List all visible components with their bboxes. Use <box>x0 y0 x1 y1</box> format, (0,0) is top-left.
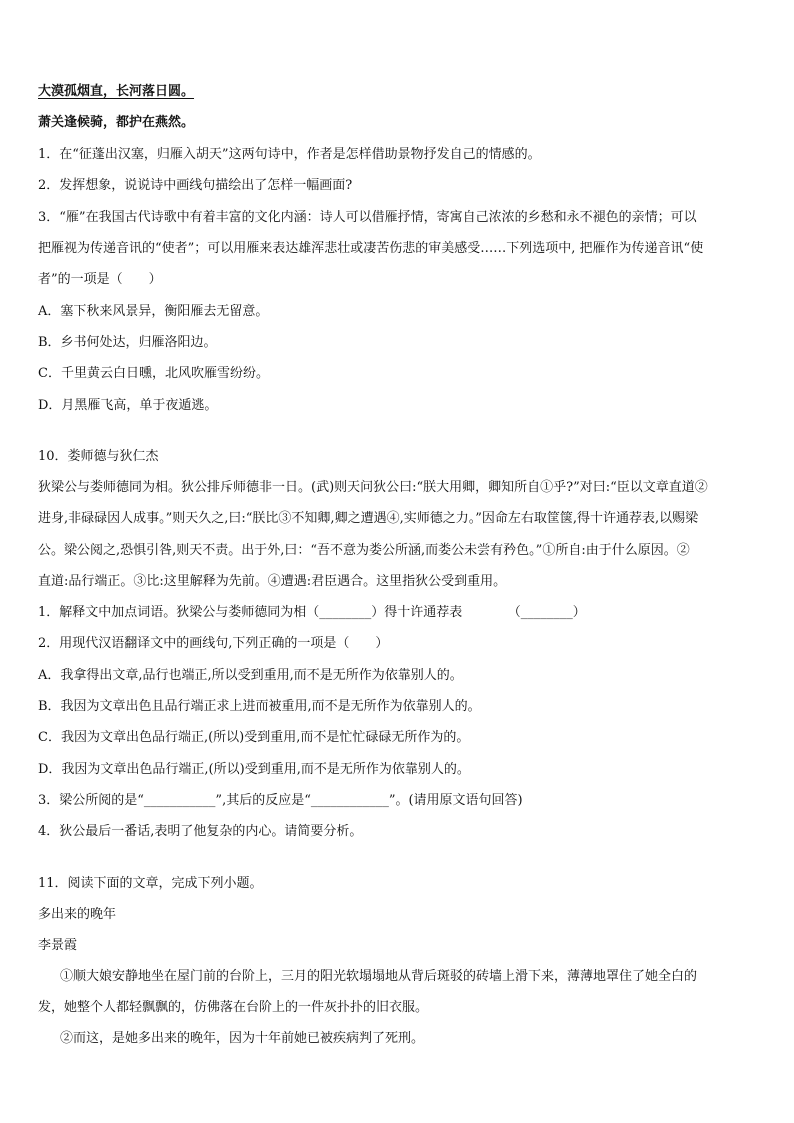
q11-paragraph-2: ②而这，是她多出来的晚年，因为十年前她已被疾病判了死刑。 <box>60 1031 425 1046</box>
q10-passage-line-2: 进身,非碌碌因人成事。”则天久之,曰:“朕比③不知卿,卿之遭遇④,实师德之力。”因命左右取筐箧,得十许通荐表,以赐梁 <box>38 511 699 526</box>
q10-title: 10．娄师德与狄仁杰 <box>38 449 159 464</box>
q10-option-b: B．我因为文章出色且品行端正求上进而被重用,而不是无所作为依靠别人的。 <box>38 699 481 714</box>
q10-passage-line-3: 公。梁公阅之,恐惧引咎,则天不责。出于外,曰：“吾不意为娄公所涵,而娄公未尝有矜色。”①所自:由于什么原因。② <box>38 543 690 558</box>
q11-paragraph-1-line-2: 发，她整个人都轻飘飘的，仿佛落在台阶上的一件灰扑扑的旧衣服。 <box>38 1000 429 1015</box>
poem-option-a: A．塞下秋来风景异，衡阳雁去无留意。 <box>38 304 269 319</box>
q10-question-2: 2．用现代汉语翻译文中的画线句,下列正确的一项是（ ） <box>38 636 389 651</box>
poem-option-c: C．千里黄云白日曛，北风吹雁雪纷纷。 <box>38 366 269 381</box>
q10-option-d: D．我因为文章出色品行端正,(所以)受到重用,而不是无所作为依靠别人的。 <box>38 762 470 777</box>
q11-article-title: 多出来的晚年 <box>38 907 117 922</box>
q11-paragraph-1-line-1: ①顺大娘安静地坐在屋门前的台阶上，三月的阳光软塌塌地从背后斑驳的砖墙上滑下来，薄薄地罩住了她全白的 <box>60 969 698 984</box>
q10-passage-line-4: 直道:品行端正。③比:这里解释为先前。④遭遇:君臣遇合。这里指狄公受到重用。 <box>38 574 507 589</box>
poem-question-3-line-2: 把雁视为传递音讯的“使者”；可以用雁来表达雄浑悲壮或凄苦伤悲的审美感受……下列选项中, 把雁作为传递音讯“使 <box>38 241 704 256</box>
q10-passage-line-1: 狄梁公与娄师德同为相。狄公排斥师德非一日。(武)则天问狄公曰:“朕大用卿，卿知所自①乎?”对曰:“臣以文章直道② <box>38 480 708 495</box>
poem-line-1: 大漠孤烟直，长河落日圆。 <box>38 84 195 99</box>
q10-question-1: 1．解释文中加点词语。狄梁公与娄师德同为相（________）得十许通荐表 （________） <box>38 605 586 620</box>
q10-option-c: C．我因为文章出色品行端正,(所以)受到重用,而不是忙忙碌碌无所作为的。 <box>38 730 470 745</box>
poem-question-3-line-3: 者”的一项是（ ） <box>38 272 162 287</box>
poem-line-2: 萧关逢候骑，都护在燕然。 <box>38 115 195 130</box>
q10-option-a: A．我拿得出文章,品行也端正,所以受到重用,而不是无所作为依靠别人的。 <box>38 668 463 683</box>
poem-option-d: D．月黑雁飞高，单于夜遁逃。 <box>38 398 218 413</box>
q11-title: 11．阅读下面的文章，完成下列小题。 <box>38 876 263 891</box>
poem-question-1: 1．在“征蓬出汉塞，归雁入胡天”这两句诗中，作者是怎样借助景物抒发自己的情感的。 <box>38 147 541 162</box>
poem-question-3-line-1: 3．“雁”在我国古代诗歌中有着丰富的文化内涵：诗人可以借雁抒情，寄寓自己浓浓的乡愁和永不褪色的亲情；可以 <box>38 210 697 225</box>
q10-question-4: 4．狄公最后一番话,表明了他复杂的内心。请简要分析。 <box>38 824 363 839</box>
poem-option-b: B．乡书何处达，归雁洛阳边。 <box>38 335 217 350</box>
q11-author: 李景霞 <box>38 938 78 953</box>
poem-question-2: 2．发挥想象，说说诗中画线句描绘出了怎样一幅画面? <box>38 178 353 193</box>
q10-question-3: 3．梁公所阅的是“___________”,其后的反应是“____________”。(请用原文语句回答) <box>38 793 523 808</box>
